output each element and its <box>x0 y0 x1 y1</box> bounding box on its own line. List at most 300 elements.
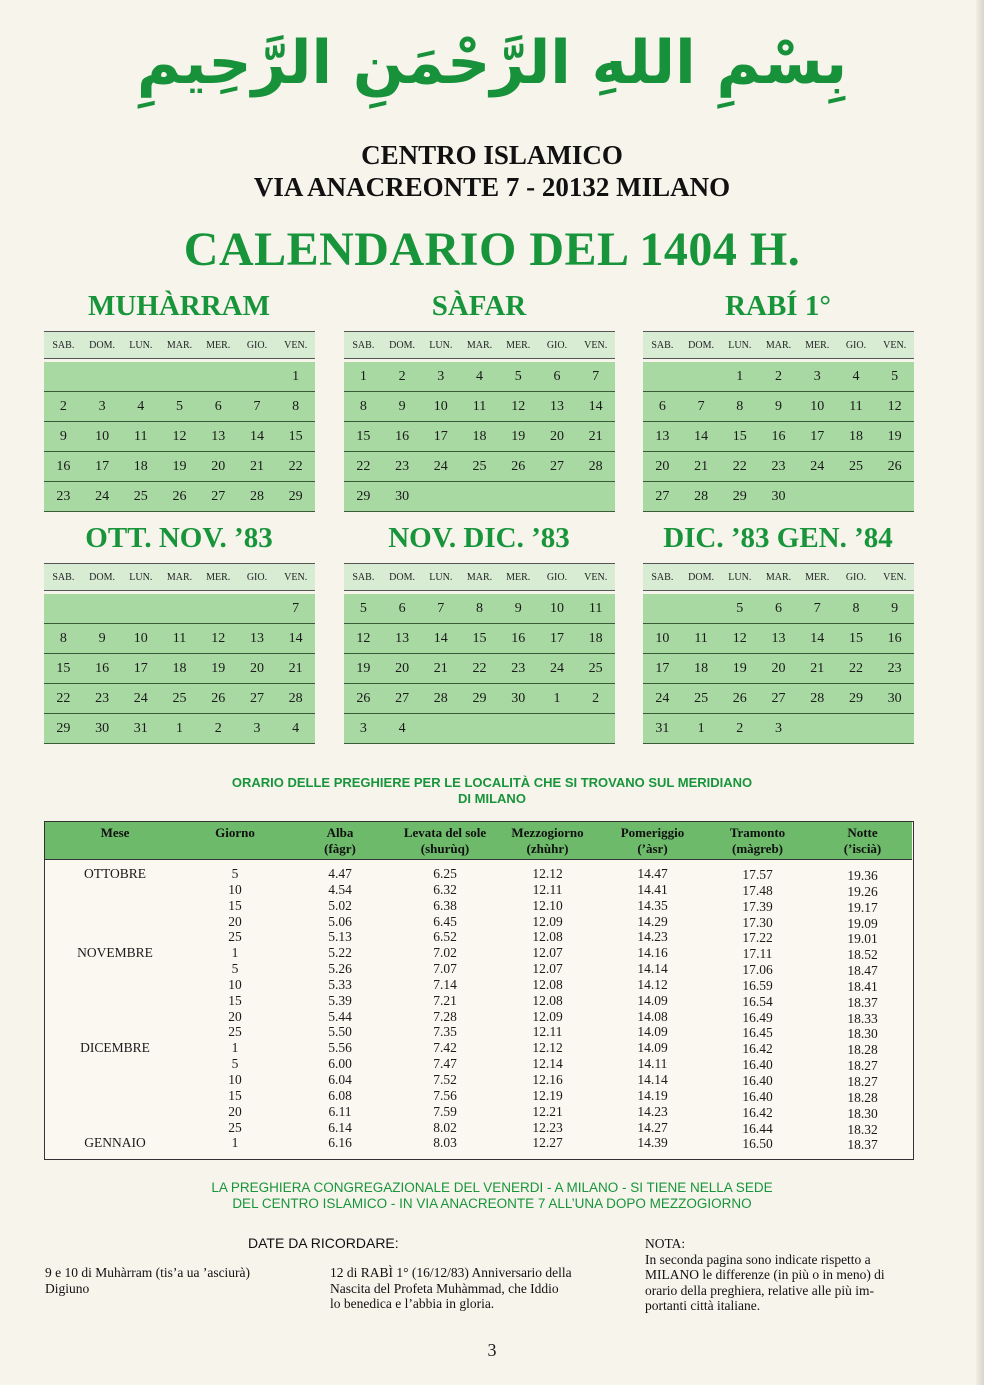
prayer-cell-alba: 6.16 <box>328 1135 352 1151</box>
weekday-label: SAB. <box>52 571 75 583</box>
prayer-times-table <box>44 821 914 1160</box>
prayer-cell-tram: 17.57 <box>742 867 773 882</box>
week-row <box>344 684 615 714</box>
week-row <box>44 594 315 624</box>
prayer-cell-giorno: 5 <box>231 866 239 881</box>
prayer-cell-levata: 7.52 <box>433 1071 457 1087</box>
day-cell: 21 <box>433 660 448 676</box>
week-row <box>344 594 615 624</box>
day-cell: 16 <box>887 630 902 646</box>
prayer-cell-giorno: 10 <box>228 881 242 897</box>
week-row <box>44 654 315 684</box>
day-cell: 31 <box>133 720 148 736</box>
prayer-cell-mese <box>55 898 175 914</box>
day-cell: 8 <box>59 630 67 646</box>
prayer-cell-mese <box>55 914 175 930</box>
day-cell: 13 <box>395 630 410 646</box>
day-cell: 21 <box>694 458 709 474</box>
day-cell: 12 <box>211 630 226 646</box>
weekday-header <box>44 563 315 591</box>
weekday-label: GIO. <box>246 571 268 583</box>
prayer-cell-levata: 7.42 <box>433 1040 457 1056</box>
prayer-cell-mezzo: 12.23 <box>532 1119 563 1135</box>
day-cell: 13 <box>655 428 670 444</box>
prayer-cell-notte: 18.41 <box>847 978 878 994</box>
day-cell: 13 <box>249 630 264 646</box>
day-cell: 26 <box>887 458 902 474</box>
month-calendar <box>44 563 315 744</box>
day-cell: 13 <box>771 630 786 646</box>
day-cell: 18 <box>588 630 603 646</box>
day-cell: 23 <box>771 458 786 474</box>
day-cell: 5 <box>514 368 522 384</box>
week-row <box>643 452 914 482</box>
day-cell: 12 <box>887 398 902 414</box>
day-cell: 26 <box>732 690 747 706</box>
prayer-cell-giorno: 15 <box>228 897 242 913</box>
prayer-cell-notte: 19.36 <box>847 868 878 883</box>
prayer-cell-pome: 14.08 <box>637 1008 668 1024</box>
day-cell: 8 <box>852 600 860 616</box>
weekday-label: VEN. <box>883 571 907 583</box>
week-row <box>44 392 315 422</box>
day-cell: 25 <box>694 690 709 706</box>
day-cell: 27 <box>655 488 670 504</box>
day-cell: 26 <box>511 458 526 474</box>
week-row <box>44 422 315 452</box>
col-header-levata-label: Levata del sole <box>403 825 487 840</box>
prayer-cell-alba: 4.47 <box>328 866 352 881</box>
day-cell: 20 <box>655 458 670 474</box>
prayer-cell-pome: 14.19 <box>637 1087 668 1103</box>
prayer-cell-mezzo: 12.12 <box>532 866 563 881</box>
prayer-cell-notte: 18.47 <box>847 963 878 979</box>
day-cell: 10 <box>810 398 825 414</box>
month-title: SÀFAR <box>431 290 527 322</box>
prayer-col-mese <box>55 866 175 1151</box>
day-cell: 4 <box>137 398 145 414</box>
day-cell: 16 <box>395 428 410 444</box>
prayer-cell-mezzo: 12.07 <box>532 961 563 977</box>
week-row <box>643 624 914 654</box>
prayer-cell-pome: 14.29 <box>637 913 668 929</box>
prayer-cell-mezzo: 12.11 <box>532 881 563 897</box>
col-header-mese-label: Mese <box>100 825 130 840</box>
weekday-label: DOM. <box>389 339 415 351</box>
prayer-cell-tram: 17.48 <box>742 882 773 898</box>
day-cell: 25 <box>133 488 148 504</box>
weekday-label: MER. <box>506 339 531 351</box>
date-note-rabi <box>330 1265 630 1312</box>
day-cell: 2 <box>592 690 600 706</box>
prayer-col-pome <box>605 866 700 1151</box>
prayer-cell-tram: 16.50 <box>742 1136 773 1152</box>
day-cell: 1 <box>359 368 367 384</box>
day-cell: 16 <box>771 428 786 444</box>
prayer-col-mezzo <box>500 866 595 1151</box>
day-cell: 6 <box>398 600 406 616</box>
prayer-cell-mese <box>55 929 175 945</box>
week-row <box>643 684 914 714</box>
prayer-cell-tram: 16.44 <box>742 1120 773 1136</box>
day-cell: 11 <box>134 428 148 444</box>
weekday-label: GIO. <box>246 339 268 351</box>
day-cell: 17 <box>655 660 670 676</box>
prayer-cell-alba: 6.14 <box>328 1119 352 1135</box>
day-cell: 1 <box>736 368 744 384</box>
week-row <box>44 482 315 512</box>
day-cell: 28 <box>288 690 303 706</box>
prayer-cell-mese: GENNAIO <box>84 1135 146 1151</box>
day-cell: 9 <box>775 398 783 414</box>
prayer-cell-notte: 19.09 <box>847 915 878 931</box>
day-cell: 23 <box>56 488 71 504</box>
prayer-cell-mezzo: 12.10 <box>532 897 563 913</box>
day-cell: 20 <box>549 428 564 444</box>
day-cell: 19 <box>511 428 526 444</box>
day-cell: 24 <box>655 690 670 706</box>
week-row <box>44 714 315 744</box>
prayer-cell-mezzo: 12.07 <box>532 945 563 961</box>
date-note-rabi-line3: lo benedica e l’abbia in gloria. <box>330 1296 495 1311</box>
day-cell: 15 <box>288 428 303 444</box>
prayer-times-title-line1: ORARIO DELLE PREGHIERE PER LE LOCALITÀ CHE SI TROVANO SUL MERIDIANO <box>231 775 753 790</box>
prayer-cell-alba: 5.26 <box>328 961 352 977</box>
date-note-muharram-line2: Digiuno <box>45 1280 90 1296</box>
prayer-cell-levata: 8.03 <box>433 1135 457 1151</box>
prayer-cell-giorno: 25 <box>228 929 242 945</box>
prayer-cell-tram: 16.42 <box>742 1041 773 1057</box>
prayer-cell-tram: 16.59 <box>742 977 773 993</box>
day-cell: 10 <box>549 600 564 616</box>
prayer-cell-notte: 18.37 <box>847 994 878 1010</box>
prayer-col-tram <box>710 867 805 1152</box>
day-cell: 28 <box>588 458 603 474</box>
day-cell: 4 <box>476 368 484 384</box>
prayer-col-alba <box>300 866 380 1151</box>
day-cell: 9 <box>514 600 522 616</box>
prayer-cell-tram: 17.06 <box>742 962 773 978</box>
col-header-mezzogiorno <box>500 825 595 857</box>
week-row <box>344 482 615 512</box>
prayer-cell-giorno: 20 <box>228 1103 242 1119</box>
day-cell: 21 <box>588 428 603 444</box>
prayer-cell-pome: 14.16 <box>637 945 668 961</box>
day-cell: 23 <box>887 660 902 676</box>
prayer-cell-mese <box>55 1024 175 1040</box>
week-row <box>643 594 914 624</box>
prayer-cell-mezzo: 12.09 <box>532 1008 563 1024</box>
day-cell: 2 <box>59 398 67 414</box>
prayer-cell-notte: 18.28 <box>847 1042 878 1058</box>
day-cell: 11 <box>694 630 708 646</box>
day-cell: 21 <box>288 660 303 676</box>
week-row <box>344 714 615 744</box>
day-cell: 30 <box>95 720 110 736</box>
day-cell: 27 <box>249 690 264 706</box>
day-cell: 30 <box>887 690 902 706</box>
day-cell: 30 <box>771 488 786 504</box>
day-cell: 24 <box>810 458 825 474</box>
weekday-header <box>44 331 315 359</box>
prayer-cell-levata: 7.56 <box>433 1087 457 1103</box>
day-cell: 23 <box>395 458 410 474</box>
month-title: DIC. ’83 GEN. ’84 <box>663 522 893 554</box>
weekday-label: MAR. <box>466 339 493 351</box>
day-cell: 22 <box>472 660 487 676</box>
week-row <box>643 392 914 422</box>
day-cell: 13 <box>211 428 226 444</box>
day-cell: 29 <box>56 720 71 736</box>
prayer-cell-pome: 14.23 <box>637 929 668 945</box>
friday-prayer-note-line2: DEL CENTRO ISLAMICO - IN VIA ANACREONTE 7 ALL’UNA DOPO MEZZOGIORNO <box>232 1196 752 1211</box>
day-cell: 28 <box>433 690 448 706</box>
day-cell: 18 <box>133 458 148 474</box>
day-cell: 28 <box>694 488 709 504</box>
prayer-cell-tram: 16.49 <box>742 1009 773 1025</box>
day-cell: 29 <box>732 488 747 504</box>
day-cell: 9 <box>98 630 106 646</box>
nota-line3: orario della preghiera, relative alle più im- <box>645 1282 875 1298</box>
day-cell: 29 <box>356 488 371 504</box>
weekday-label: GIO. <box>546 571 568 583</box>
prayer-cell-notte: 18.28 <box>847 1089 878 1105</box>
day-cell: 5 <box>176 398 184 414</box>
paper-edge <box>976 0 984 1385</box>
weekday-label: MER. <box>805 571 830 583</box>
week-row <box>344 624 615 654</box>
day-cell: 7 <box>253 398 261 414</box>
weekday-label: LUN. <box>429 571 453 583</box>
date-note-muharram-line1: 9 e 10 di Muhàrram (tis’a ua ’asciurà) <box>45 1265 251 1280</box>
day-cell: 10 <box>133 630 148 646</box>
day-cell: 3 <box>253 720 261 736</box>
col-header-tramonto-sub: (màgreb) <box>731 841 784 856</box>
weekday-header <box>344 331 615 359</box>
col-header-alba <box>300 825 380 857</box>
day-cell: 20 <box>211 458 226 474</box>
date-note-rabi-line1: 12 di RABÌ 1° (16/12/83) Anniversario della <box>330 1265 572 1280</box>
prayer-cell-mezzo: 12.08 <box>532 929 563 945</box>
month-title: OTT. NOV. ’83 <box>85 522 273 554</box>
nota-block <box>645 1236 935 1314</box>
prayer-cell-tram: 16.45 <box>742 1025 773 1041</box>
day-cell: 7 <box>592 368 600 384</box>
week-row <box>44 684 315 714</box>
prayer-cell-giorno: 1 <box>231 945 239 961</box>
month-title: MUHÀRRAM <box>87 290 270 322</box>
prayer-cell-mese <box>55 1120 175 1136</box>
day-cell: 6 <box>775 600 783 616</box>
prayer-cell-giorno: 1 <box>231 1040 239 1056</box>
prayer-cell-alba: 5.06 <box>328 913 352 929</box>
weekday-label: LUN. <box>129 571 153 583</box>
prayer-cell-giorno: 5 <box>231 1056 239 1072</box>
day-cell: 7 <box>437 600 445 616</box>
prayer-cell-levata: 7.21 <box>433 992 457 1008</box>
prayer-cell-mezzo: 12.09 <box>532 913 563 929</box>
prayer-cell-pome: 14.41 <box>637 881 668 897</box>
col-header-tramonto-label: Tramonto <box>729 825 786 840</box>
prayer-cell-giorno: 10 <box>228 1071 242 1087</box>
weekday-label: VEN. <box>584 339 608 351</box>
week-row <box>643 654 914 684</box>
day-cell: 2 <box>736 720 744 736</box>
day-cell: 30 <box>395 488 410 504</box>
day-cell: 17 <box>95 458 110 474</box>
day-cell: 11 <box>472 398 487 414</box>
day-cell: 23 <box>95 690 110 706</box>
day-cell: 14 <box>249 428 264 444</box>
col-header-alba-label: Alba <box>326 825 354 840</box>
day-cell: 19 <box>887 428 902 444</box>
day-cell: 22 <box>732 458 747 474</box>
col-header-notte-label: Notte <box>847 825 878 840</box>
prayer-cell-notte: 18.37 <box>847 1137 878 1153</box>
col-header-alba-sub: (fàgr) <box>324 841 356 856</box>
day-cell: 14 <box>694 428 709 444</box>
day-cell: 9 <box>59 428 67 444</box>
prayer-cell-mese: NOVEMBRE <box>77 945 153 961</box>
col-header-tramonto <box>710 825 805 857</box>
weekday-label: MAR. <box>166 571 193 583</box>
prayer-cell-alba: 5.56 <box>328 1040 352 1056</box>
day-cell: 4 <box>398 720 406 736</box>
month-title: NOV. DIC. ’83 <box>388 522 570 554</box>
day-cell: 4 <box>292 720 300 736</box>
prayer-cell-tram: 16.54 <box>742 993 773 1009</box>
prayer-cell-mezzo: 12.21 <box>532 1103 563 1119</box>
day-cell: 13 <box>549 398 564 414</box>
prayer-cell-giorno: 15 <box>228 992 242 1008</box>
day-cell: 7 <box>813 600 821 616</box>
weekday-label: MER. <box>206 571 231 583</box>
prayer-cell-mese <box>55 1104 175 1120</box>
prayer-cell-levata: 6.25 <box>433 866 457 881</box>
prayer-cell-tram: 17.39 <box>742 898 773 914</box>
col-header-mese <box>75 825 155 841</box>
weekday-label: DOM. <box>89 339 115 351</box>
prayer-cell-notte: 19.01 <box>847 931 878 947</box>
day-cell: 22 <box>848 660 863 676</box>
week-row <box>344 362 615 392</box>
weekday-label: DOM. <box>89 571 115 583</box>
day-cell: 8 <box>292 398 300 414</box>
day-cell: 19 <box>356 660 371 676</box>
prayer-cell-mese <box>55 961 175 977</box>
week-row <box>643 422 914 452</box>
prayer-table-header <box>45 822 912 860</box>
day-cell: 6 <box>553 368 561 384</box>
col-header-pomeriggio-label: Pomeriggio <box>620 825 685 840</box>
day-cell: 15 <box>356 428 371 444</box>
prayer-cell-alba: 6.08 <box>328 1087 352 1103</box>
weekday-header <box>643 331 914 359</box>
day-cell: 17 <box>549 630 564 646</box>
day-cell: 27 <box>771 690 786 706</box>
prayer-cell-mezzo: 12.08 <box>532 976 563 992</box>
day-cell: 27 <box>549 458 564 474</box>
day-cell: 19 <box>732 660 747 676</box>
bismillah-calligraphy: بِسْمِ اللهِ الرَّحْمَنِ الرَّحِيمِ <box>136 28 848 98</box>
col-header-giorno-label: Giorno <box>215 825 255 840</box>
weekday-label: MAR. <box>166 339 193 351</box>
weekday-header <box>344 563 615 591</box>
day-cell: 2 <box>775 368 783 384</box>
day-cell: 8 <box>359 398 367 414</box>
month-title: RABÍ 1° <box>725 290 831 322</box>
day-cell: 3 <box>359 720 367 736</box>
prayer-cell-pome: 14.09 <box>637 1040 668 1056</box>
weekday-label: MAR. <box>765 571 792 583</box>
day-cell: 14 <box>288 630 303 646</box>
weekday-label: LUN. <box>728 571 752 583</box>
prayer-cell-tram: 17.11 <box>742 946 773 962</box>
prayer-cell-pome: 14.14 <box>637 1071 668 1087</box>
prayer-cell-levata: 7.28 <box>433 1008 457 1024</box>
day-cell: 10 <box>655 630 670 646</box>
day-cell: 1 <box>292 368 300 384</box>
day-cell: 11 <box>172 630 187 646</box>
day-cell: 11 <box>849 398 863 414</box>
prayer-cell-pome: 14.23 <box>637 1103 668 1119</box>
day-cell: 1 <box>697 720 705 736</box>
day-cell: 21 <box>249 458 264 474</box>
prayer-cell-mezzo: 12.19 <box>532 1087 563 1103</box>
prayer-cell-tram: 16.40 <box>742 1072 773 1088</box>
prayer-cell-notte: 18.52 <box>847 947 878 963</box>
day-cell: 7 <box>292 600 300 616</box>
prayer-cell-levata: 6.38 <box>433 897 457 913</box>
day-cell: 3 <box>437 368 445 384</box>
day-cell: 25 <box>588 660 603 676</box>
weekday-label: SAB. <box>651 571 674 583</box>
weekday-label: DOM. <box>389 571 415 583</box>
prayer-col-levata <box>400 866 490 1151</box>
prayer-cell-levata: 7.07 <box>433 961 457 977</box>
nota-title: NOTA: <box>645 1236 686 1251</box>
day-cell: 26 <box>211 690 226 706</box>
day-cell: 18 <box>848 428 863 444</box>
prayer-cell-mese: DICEMBRE <box>80 1040 150 1056</box>
weekday-label: SAB. <box>651 339 674 351</box>
prayer-cell-alba: 5.44 <box>328 1008 352 1024</box>
day-cell: 5 <box>359 600 367 616</box>
col-header-pomeriggio-sub: (’àsr) <box>637 841 668 856</box>
prayer-cell-levata: 8.02 <box>433 1119 457 1135</box>
day-cell: 14 <box>433 630 448 646</box>
prayer-cell-giorno: 10 <box>228 976 242 992</box>
prayer-cell-mezzo: 12.16 <box>532 1071 563 1087</box>
prayer-cell-mese <box>55 1009 175 1025</box>
day-cell: 25 <box>472 458 487 474</box>
day-cell: 5 <box>736 600 744 616</box>
col-header-notte <box>815 825 910 857</box>
weekday-label: SAB. <box>352 571 375 583</box>
week-row <box>643 714 914 744</box>
nota-line1: In seconda pagina sono indicate rispetto a <box>645 1251 871 1267</box>
prayer-cell-alba: 5.22 <box>328 945 352 961</box>
prayer-col-giorno <box>195 866 275 1151</box>
weekday-label: VEN. <box>284 571 308 583</box>
prayer-cell-notte: 18.30 <box>847 1026 878 1042</box>
day-cell: 22 <box>56 690 71 706</box>
week-row <box>643 482 914 512</box>
prayer-cell-mezzo: 12.12 <box>532 1040 563 1056</box>
day-cell: 1 <box>553 690 561 706</box>
day-cell: 2 <box>398 368 406 384</box>
prayer-cell-pome: 14.14 <box>637 961 668 977</box>
